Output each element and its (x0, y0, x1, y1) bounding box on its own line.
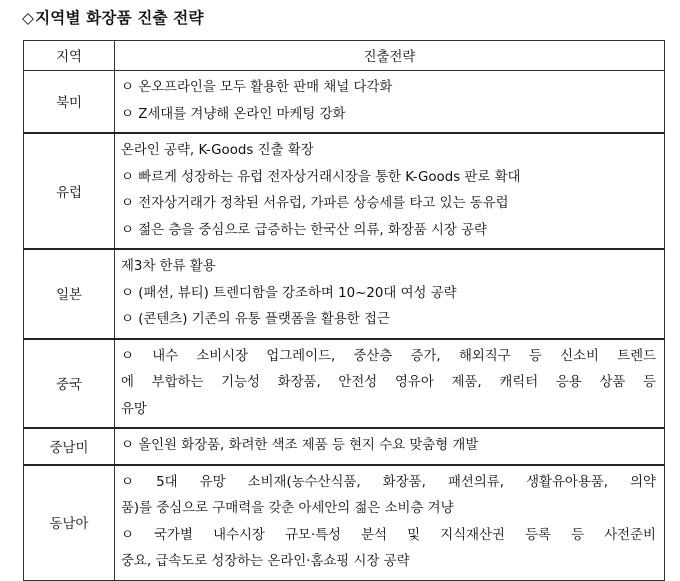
strategy-line: 중요, 급속도로 성장하는 온라인·홈쇼핑 시장 공략 (121, 554, 410, 569)
strategy-line: ㅇ 빠르게 성장하는 유럽 전자상거래시장을 통한 K-Goods 판로 확대 (121, 169, 521, 185)
strategy-cell (115, 339, 665, 429)
region-cell: 동남아 (24, 465, 115, 581)
table-row (24, 339, 665, 429)
region-cell: 북미 (24, 71, 115, 134)
strategy-line: ㅇ 올인원 화장품, 화려한 색조 제품 등 현지 수요 맞춤형 개발 (121, 438, 479, 453)
region-cell: 중남미 (24, 428, 115, 465)
table-row (24, 71, 665, 134)
table-row (24, 249, 665, 339)
strategy-line: 유망 (121, 401, 147, 417)
table-header-row (24, 41, 665, 71)
diamond-icon: ◇ (22, 9, 35, 27)
strategy-line: ㅇ 젊은 층을 중심으로 급증하는 한국산 의류, 화장품 시장 공략 (121, 222, 487, 238)
page-title (22, 6, 204, 28)
strategy-table (23, 40, 665, 581)
strategy-line: ㅇ Z세대를 겨냥해 온라인 마케팅 강화 (121, 106, 346, 122)
title-text: 지역별 화장품 진출 전략 (35, 9, 204, 27)
strategy-line: ㅇ 온오프라인을 모두 활용한 판매 채널 다각화 (121, 80, 393, 95)
strategy-line: 에 부합하는 기능성 화장품, 안전성 영유아 제품, 캐릭터 응용 상품 등 (121, 375, 656, 390)
strategy-line: ㅇ 전자상거래가 정착된 서유럽, 가파른 상승세를 타고 있는 동유럽 (121, 196, 509, 211)
region-cell: 유럽 (24, 133, 115, 249)
strategy-cell (115, 133, 665, 249)
header-region: 지역 (24, 41, 115, 71)
table-row (24, 133, 665, 249)
region-cell: 중국 (24, 339, 115, 429)
strategy-line: ㅇ 국가별 내수시장 규모·특성 분석 및 지식재산권 등록 등 사전준비 (121, 527, 656, 543)
region-cell: 일본 (24, 249, 115, 339)
strategy-line: ㅇ 내수 소비시장 업그레이드, 중산층 증가, 해외직구 등 신소비 트렌드 (121, 348, 656, 364)
strategy-cell (115, 71, 665, 134)
strategy-line: ㅇ 5대 유망 소비재(농수산식품, 화장품, 패션의류, 생활유아용품, 의약 (121, 474, 656, 490)
header-strategy: 진출전략 (115, 41, 665, 71)
strategy-cell (115, 428, 665, 465)
strategy-line: ㅇ (콘텐츠) 기존의 유통 플랫폼을 활용한 접근 (121, 312, 390, 327)
strategy-line: 제3차 한류 활용 (121, 259, 216, 274)
strategy-cell (115, 249, 665, 339)
strategy-line: ㅇ (패션, 뷰티) 트렌디함을 강조하며 10~20대 여성 공략 (121, 285, 457, 301)
table-row (24, 428, 665, 465)
strategy-line: 품)를 중심으로 구매력을 갖춘 아세안의 젊은 소비층 겨냥 (121, 501, 454, 516)
strategy-line: 온라인 공략, K-Goods 진출 확장 (121, 143, 314, 158)
